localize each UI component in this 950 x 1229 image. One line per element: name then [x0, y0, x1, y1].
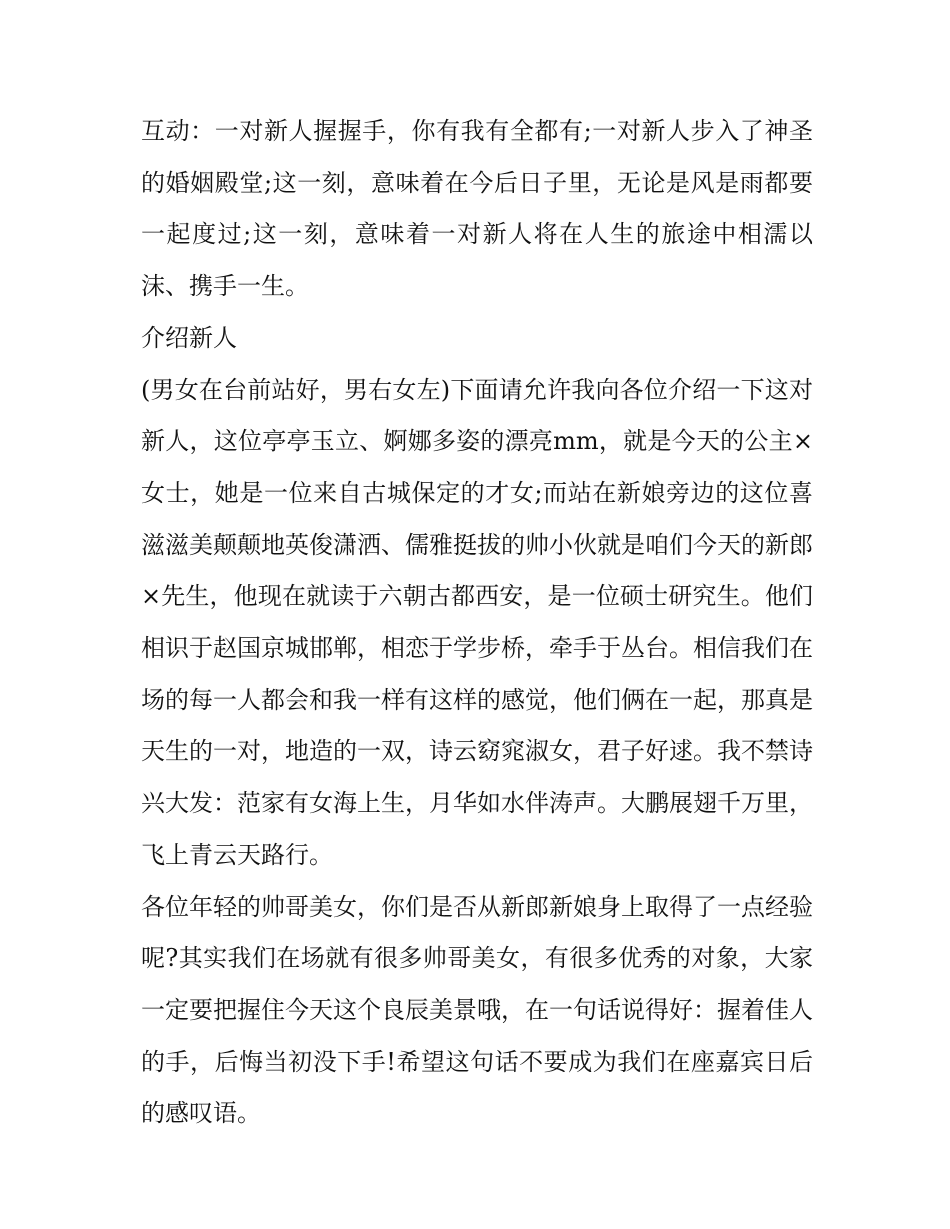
paragraph-interaction: 互动：一对新人握握手，你有我有全都有;一对新人步入了神圣的婚姻殿堂;这一刻，意味着在今后日子里，无论是风是雨都要一起度过;这一刻，意味着一对新人将在人生的旅途中相濡以沫、携手一生。 — [141, 117, 813, 301]
document-body — [141, 106, 813, 1140]
paragraph-closing: 各位年轻的帅哥美女，你们是否从新郎新娘身上取得了一点经验呢?其实我们在场就有很多帅哥美女，有很多优秀的对象，大家一定要把握住今天这个良辰美景哦，在一句话说得好：握着佳人的手，后悔当初没下手!希望这句话不要成为我们在座嘉宾日后的感叹语。 — [141, 892, 813, 1128]
paragraph-introduction: (男女在台前站好，男右女左)下面请允许我向各位介绍一下这对新人，这位亭亭玉立、婀娜多姿的漂亮mm，就是今天的公主×女士，她是一位来自古城保定的才女;而站在新娘旁边的这位喜滋滋美颠颠地英俊潇洒、儒雅挺拔的帅小伙就是咱们今天的新郎×先生，他现在就读于六朝古都西安，是一位硕士研究生。他们相识于赵国京城邯郸，相恋于学步桥，牵手于丛台。相信我们在场的每一人都会和我一样有这样的感觉，他们俩在一起，那真是天生的一对，地造的一双，诗云窈窕淑女，君子好逑。我不禁诗兴大发：范家有女海上生，月华如水伴涛声。大鹏展翅千万里，飞上青云天路行。 — [141, 375, 813, 869]
section-heading: 介绍新人 — [141, 323, 237, 352]
